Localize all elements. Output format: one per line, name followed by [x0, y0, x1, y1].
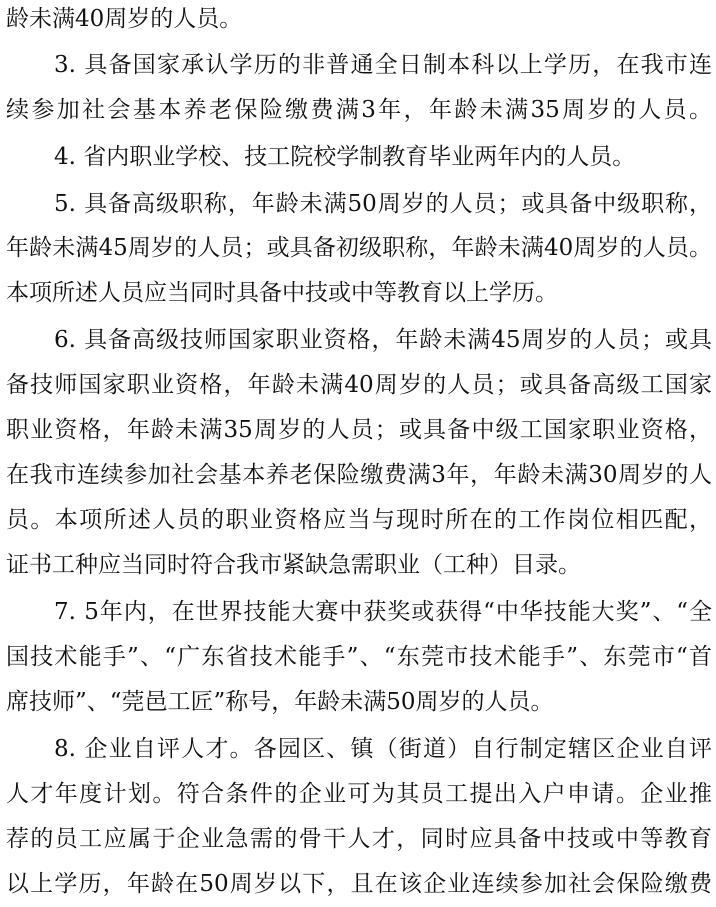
text-line: 7. 5年内，在世界技能大赛中获奖或获得“中华技能大奖”、“全	[54, 599, 712, 625]
text-line: 职业资格，年龄未满35周岁的人员；或具备中级工国家职业资格，	[6, 417, 712, 443]
text-line: 6. 具备高级技师国家职业资格，年龄未满45周岁的人员；或具	[54, 327, 712, 353]
text-line: 龄未满40周岁的人员。	[6, 6, 243, 32]
text-line: 3. 具备国家承认学历的非普通全日制本科以上学历，在我市连	[54, 52, 712, 78]
text-line: 员。本项所述人员的职业资格应当与现时所在的工作岗位相匹配，	[6, 507, 712, 533]
text-line: 续参加社会基本养老保险缴费满3年，年龄未满35周岁的人员。	[6, 97, 712, 123]
text-line: 证书工种应当同时符合我市紧缺急需职业（工种）目录。	[6, 552, 581, 578]
text-line: 人才年度计划。符合条件的企业可为其员工提出入户申请。企业推	[6, 781, 712, 807]
text-line: 以上学历，年龄在50周岁以下，且在该企业连续参加社会保险缴费	[6, 871, 712, 897]
text-line: 国技术能手”、“广东省技术能手”、“东莞市技术能手”、东莞市“首	[6, 644, 712, 670]
text-line: 荐的员工应属于企业急需的骨干人才，同时应具备中技或中等教育	[6, 826, 712, 852]
text-line: 年龄未满45周岁的人员；或具备初级职称，年龄未满40周岁的人员。	[6, 235, 712, 261]
text-line: 在我市连续参加社会基本养老保险缴费满3年，年龄未满30周岁的人	[6, 462, 712, 488]
text-line: 本项所述人员应当同时具备中技或中等教育以上学历。	[6, 280, 558, 306]
text-line: 8. 企业自评人才。各园区、镇（街道）自行制定辖区企业自评	[54, 736, 712, 762]
text-line: 备技师国家职业资格，年龄未满40周岁的人员；或具备高级工国家	[6, 372, 712, 398]
text-line: 4. 省内职业学校、技工院校学制教育毕业两年内的人员。	[54, 144, 636, 170]
text-line: 席技师”、“莞邑工匠”称号，年龄未满50周岁的人员。	[6, 689, 554, 715]
text-line: 5. 具备高级职称，年龄未满50周岁的人员；或具备中级职称，	[54, 191, 712, 217]
